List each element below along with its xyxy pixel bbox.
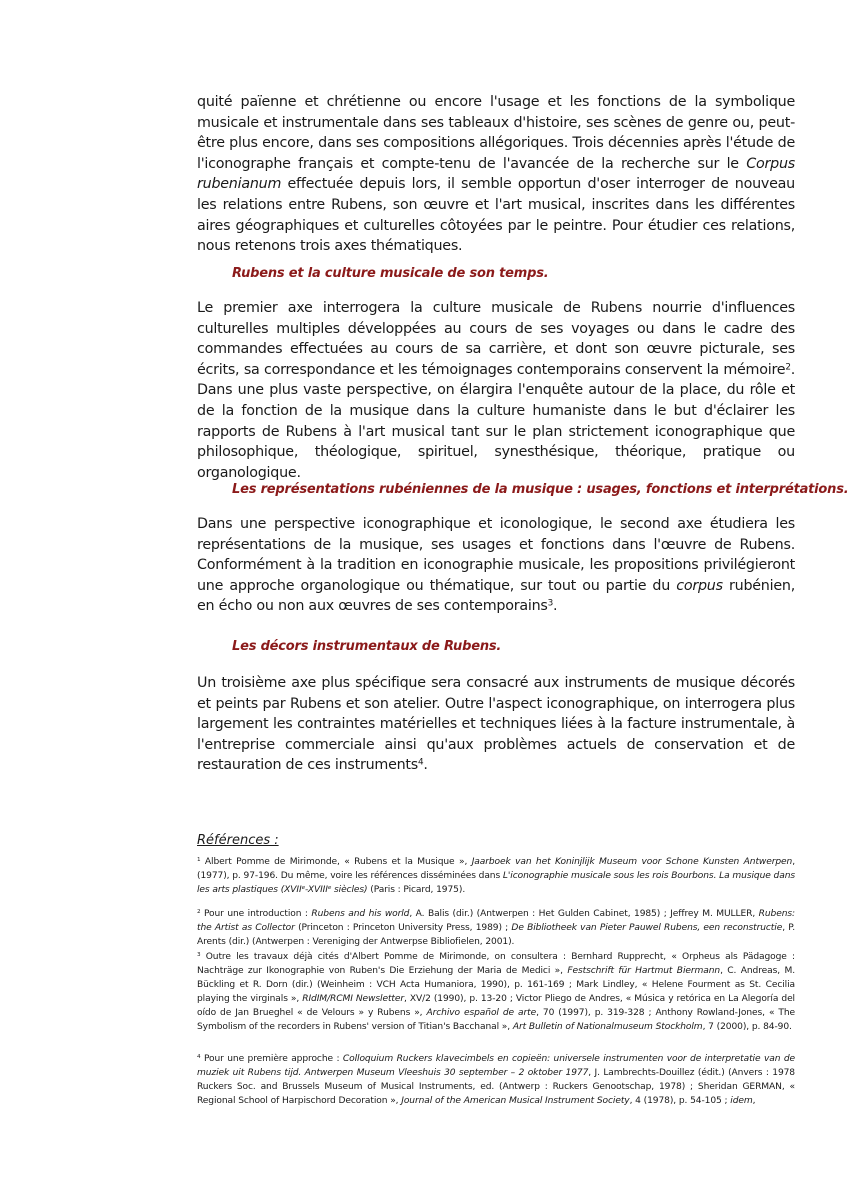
section-heading-3: Les décors instrumentaux de Rubens. <box>232 639 502 654</box>
section-2-paragraph <box>197 514 795 617</box>
footnote-italic: Archivo español de arte <box>426 1008 537 1019</box>
footnote-text: , XV/2 (1990), p. 13-20 ; Victor Pliego de Andres, « Música y retórica en La Alegoría del oído de Jan Brueghel « de Velours » y Rubens », <box>197 994 795 1019</box>
footnote-text: , J. Lambrechts-Douillez (édit.) (Anvers : 1978 Ruckers Soc. and Brussels Museum of Musical Instruments, ed. (Antwerp : Ruckers Genootschap, 1978) ; Sheridan GERMAN, « Regional School of Harpischord Decoration », <box>197 1068 795 1107</box>
section-2-text: Dans une perspective iconographique et iconologique, le second axe étudiera les représentations de la musique, ses usages et fonctions dans l'œuvre de Rubens. Conformément à la tradition en iconographie musicale, les propositions privilégieront une approche organologique ou thématique, sur tout ou partie du <box>197 516 795 594</box>
section-3-period: . <box>423 757 428 774</box>
footnote-italic: -XVIII <box>304 885 328 896</box>
footnote-italic: Art Bulletin of Nationalmuseum Stockholm <box>512 1022 703 1033</box>
footnote-text: , A. Balis (dir.) (Antwerpen : Het Gulden Cabinet, 1985) ; Jeffrey M. MULLER, <box>409 909 756 919</box>
intro-italic-term: Corpus rubenianum <box>197 155 795 193</box>
footnote-text: , 4 (1978), p. 54-105 ; <box>629 1096 728 1107</box>
footnote-text: Outre les travaux déjà cités d'Albert Pomme de Mirimonde, on consultera : Bernhard Rupprecht, « Orpheus als Pädagoge : Nachträge zur Ikonographie von Ruben's Die Erziehung der Maria de Medici », <box>197 952 795 977</box>
section-1-paragraph <box>197 298 795 483</box>
footnote-italic: Jaarboek van het Koninjlijk Museum voor Schone Kunsten Antwerpen <box>471 857 793 867</box>
section-1-text-end: . Dans une plus vaste perspective, on élargira l'enquête autour de la place, du rôle et de la fonction de la musique dans la culture humaniste dans le but d'éclairer les rapports de Rubens à l'art musical tant sur le plan strictement iconographique que philosophique, théologique, spirituel, synesthésique, théorique, pratique ou organologique. <box>197 361 795 481</box>
footnote-number: 2 <box>197 909 201 916</box>
footnote-text: Albert Pomme de Mirimonde, « Rubens et la Musique », <box>204 857 468 867</box>
footnote-text: Pour une introduction : <box>204 909 308 919</box>
section-2-period: . <box>553 598 558 615</box>
footnote-italic: De Bibliotheek van Pieter Pauwel Rubens, een reconstructie <box>511 923 783 934</box>
footnote-text: Pour une première approche : <box>203 1054 340 1064</box>
footnote-text: , 70 (1997), p. 319-328 ; Anthony Rowland-Jones, « The Symbolism of the recorders in Rubens' version of Titian's Bacchanal », <box>197 1008 796 1033</box>
footnote-text: (Paris : Picard, 1975). <box>370 885 466 896</box>
footnote-italic: idem <box>730 1096 753 1107</box>
footnote-italic: Journal of the American Musical Instrument Society <box>401 1096 630 1107</box>
footnote-italic: Festschrift für Hartmut Biermann <box>567 966 721 977</box>
footnote-italic: Colloquium Ruckers klavecimbels en copieën: universele instrumenten voor de interpretatie van de muziek uit Rubens tijd. Antwerpen Museum Vleeshuis 30 september – 2 oktober 1977 <box>197 1054 795 1079</box>
footnote-number: 3 <box>197 952 201 959</box>
footnote-italic: Rubens and his world <box>311 909 410 919</box>
section-2-text-end: rubénien, en écho ou non aux œuvres de ses contemporains <box>197 577 795 615</box>
section-heading-2: Les représentations rubéniennes de la musique : usages, fonctions et interprétations. <box>232 482 848 497</box>
footnote-text: , P. Arents (dir.) (Antwerpen : Vereniging der Antwerpse Bibliofielen, 2001). <box>197 923 796 948</box>
footnote-2 <box>197 907 795 949</box>
footnote-italic: siècles) <box>334 885 368 896</box>
footnote-ref-4[interactable]: 4 <box>418 757 424 768</box>
section-2-italic-term: corpus <box>676 577 723 594</box>
footnote-italic: Rubens: the Artist as Collector <box>197 909 795 934</box>
section-3-paragraph <box>197 673 795 776</box>
section-3-text: Un troisième axe plus spécifique sera consacré aux instruments de musique décorés et peints par Rubens et son atelier. Outre l'aspect iconographique, on interrogera plus largement les contraintes matérielles et techniques liées à la facture instrumentale, à l'entreprise commerciale ainsi qu'aux problèmes actuels de conservation et de restauration de ces instruments <box>197 675 795 774</box>
footnote-text: , (1977), p. 97-196. Du même, voire les références disséminées dans <box>197 857 796 882</box>
footnote-3 <box>197 950 795 1035</box>
intro-text: quité païenne et chrétienne ou encore l'usage et les fonctions de la symbolique musicale et instrumentale dans ses tableaux d'histoire, ses scènes de genre ou, peut-être plus encore, dans ses compositions allégoriques. Trois décennies après l'étude de l'iconographe français et compte-tenu de l'avancée de la recherche sur le <box>197 94 795 172</box>
footnote-text: , 7 (2000), p. 84-90. <box>702 1022 792 1033</box>
footnote-4 <box>197 1052 795 1108</box>
footnote-ref-3[interactable]: 3 <box>547 598 553 609</box>
footnote-superscript: e <box>301 885 305 892</box>
intro-paragraph <box>197 92 795 257</box>
footnote-text: (Princeton : Princeton University Press, 1989) ; <box>298 923 509 934</box>
footnote-number: 1 <box>197 857 201 864</box>
section-1-text: Le premier axe interrogera la culture musicale de Rubens nourrie d'influences culturelles multiples développées au cours de ses voyages ou dans le cadre des commandes effectuées au cours de sa carrière, et dont son œuvre picturale, ses écrits, sa correspondance et les témoignages contemporains conservent la mémoire <box>197 300 795 378</box>
footnote-italic: RIdIM/RCMI Newsletter <box>302 994 405 1005</box>
footnote-1 <box>197 855 795 897</box>
footnote-italic: L'iconographie musicale sous les rois Bourbons. La musique dans les arts plastiques (XVII <box>197 871 795 896</box>
footnote-text: , <box>752 1096 756 1107</box>
footnote-ref-2[interactable]: 2 <box>785 362 791 373</box>
section-heading-1: Rubens et la culture musicale de son temps. <box>232 266 549 281</box>
footnote-text: , C. Andreas, M. Bückling et R. Dorn (dir.) (Weinheim : VCH Acta Humaniora, 1990), p. 161-169 ; Mark Lindley, « Helene Fourment as St. Cecilia playing the virginals », <box>197 966 796 1005</box>
footnote-superscript: e <box>327 885 332 892</box>
references-heading: Références : <box>197 833 279 848</box>
footnote-number: 4 <box>197 1054 201 1061</box>
intro-text-end: effectuée depuis lors, il semble opportun d'oser interroger de nouveau les relations entre Rubens, son œuvre et l'art musical, inscrites dans les différentes aires géographiques et culturelles côtoyées par le peintre. Pour étudier ces relations, nous retenons trois axes thématiques. <box>197 176 795 255</box>
